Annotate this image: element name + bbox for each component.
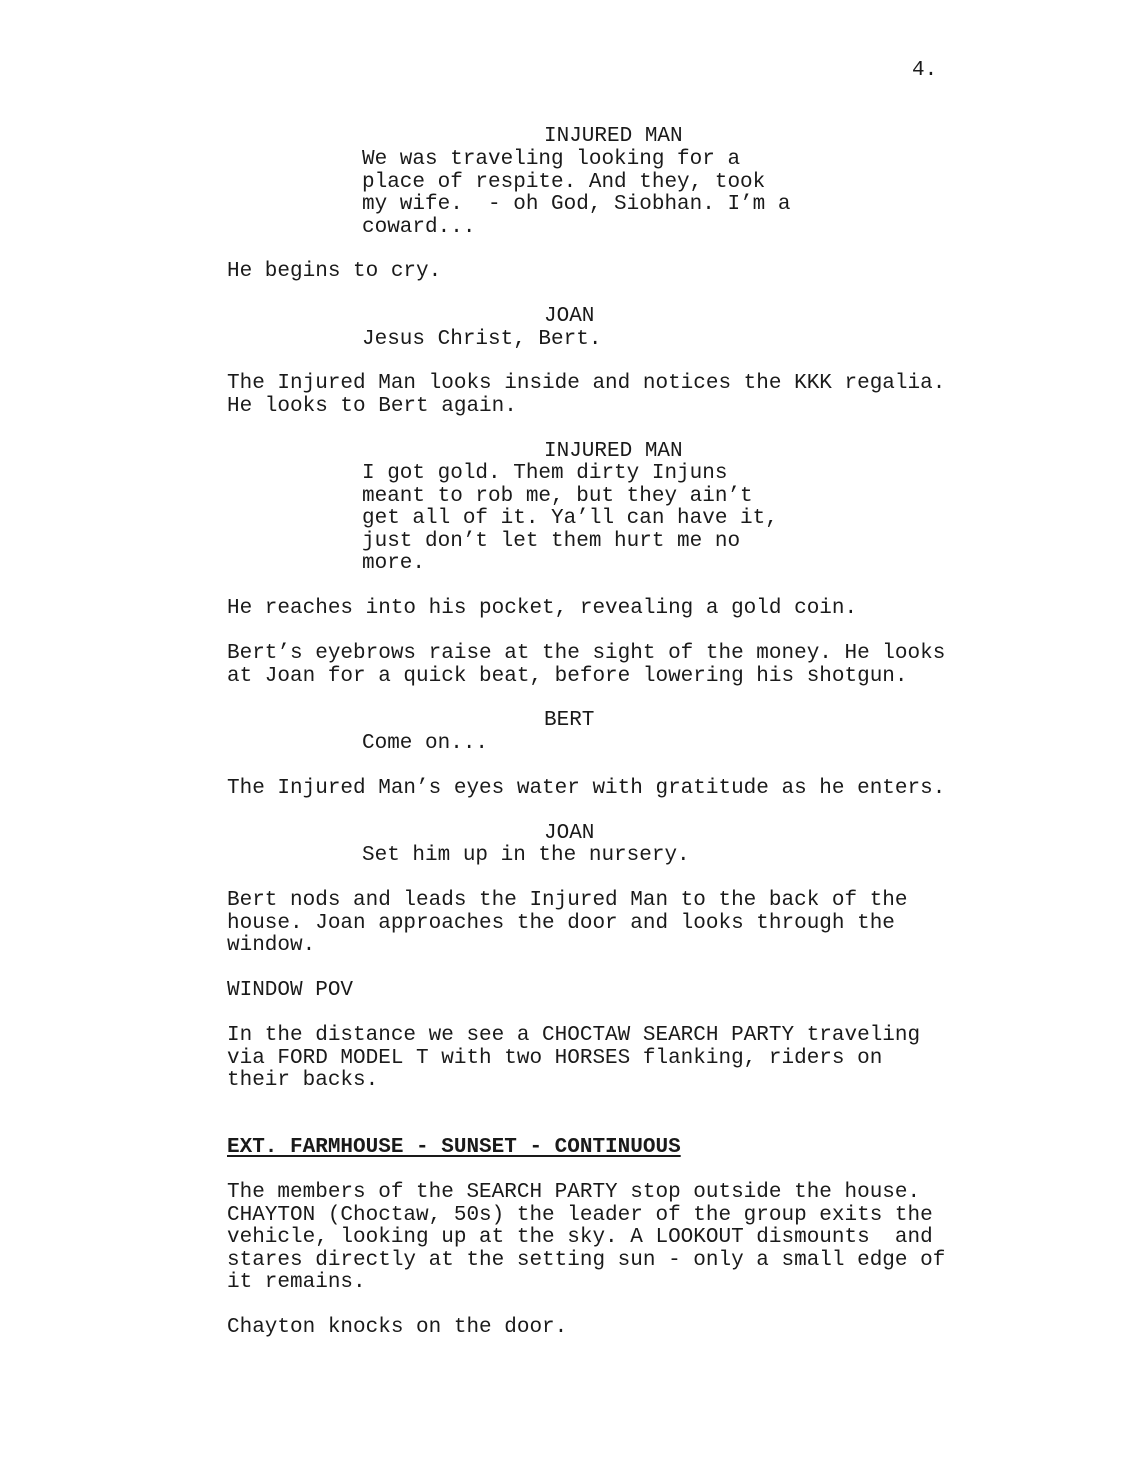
character-name: INJURED MAN <box>544 125 683 148</box>
action-line: He begins to cry. <box>227 260 442 283</box>
action-line: Bert’s eyebrows raise at the sight of the money. He looks at Joan for a quick beat, before lowering his shotgun. <box>227 642 946 688</box>
dialogue: I got gold. Them dirty Injuns meant to rob me, but they ain’t get all of it. Ya’ll can have it, just don’t let them hurt me no more. <box>362 462 778 575</box>
dialogue: We was traveling looking for a place of respite. And they, took my wife. - oh God, Siobhan. I’m a coward... <box>362 148 791 239</box>
action-line: WINDOW POV <box>227 979 354 1002</box>
character-name: INJURED MAN <box>544 440 683 463</box>
action-line: He reaches into his pocket, revealing a gold coin. <box>227 597 858 620</box>
action-line: The members of the SEARCH PARTY stop outside the house. CHAYTON (Choctaw, 50s) the leader of the group exits the vehicle, looking up at the sky. A LOOKOUT dismounts and stares directly at the setting sun - only a small edge of it remains. <box>227 1181 946 1294</box>
action-line: The Injured Man’s eyes water with gratitude as he enters. <box>227 777 946 800</box>
action-line: In the distance we see a CHOCTAW SEARCH PARTY traveling via FORD MODEL T with two HORSES flanking, riders on their backs. <box>227 1024 921 1092</box>
action-line: Bert nods and leads the Injured Man to the back of the house. Joan approaches the door and looks through the window. <box>227 889 908 957</box>
action-line: Chayton knocks on the door. <box>227 1316 568 1339</box>
character-name: BERT <box>544 709 595 732</box>
character-name: JOAN <box>544 822 595 845</box>
character-name: JOAN <box>544 305 595 328</box>
dialogue: Jesus Christ, Bert. <box>362 328 602 351</box>
dialogue: Come on... <box>362 732 489 755</box>
dialogue: Set him up in the nursery. <box>362 844 690 867</box>
scene-heading: EXT. FARMHOUSE - SUNSET - CONTINUOUS <box>227 1136 681 1159</box>
page-number: 4. <box>912 59 938 82</box>
action-line: The Injured Man looks inside and notices the KKK regalia. He looks to Bert again. <box>227 372 946 418</box>
